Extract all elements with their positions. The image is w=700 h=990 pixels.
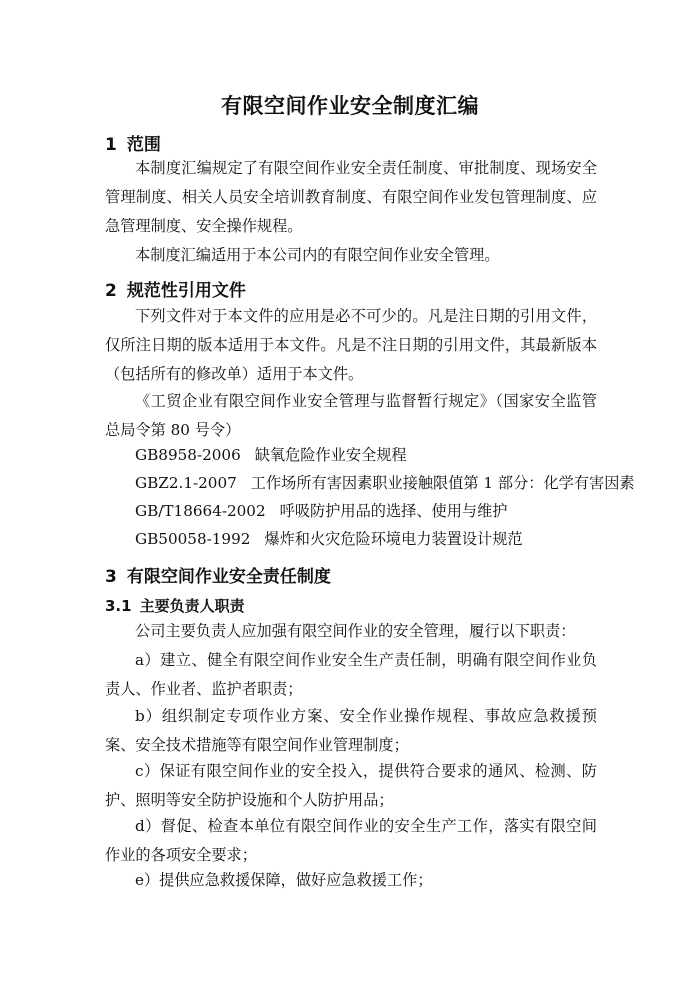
section-title: 规范性引用文件 xyxy=(126,281,246,301)
duty-item-a: a）建立、健全有限空间作业安全生产责任制，明确有限空间作业负责人、作业者、监护者职责； xyxy=(105,651,597,698)
standard-name: 呼吸防护用品的选择、使用与维护 xyxy=(279,502,508,520)
standard-code: GB/T18664-2002 xyxy=(135,502,266,520)
duty-item-d: d）督促、检查本单位有限空间作业的安全生产工作，落实有限空间作业的各项安全要求； xyxy=(105,817,597,864)
subsection-3-1-heading xyxy=(105,595,245,616)
standard-code: GB8958-2006 xyxy=(135,446,241,464)
standard-reference xyxy=(135,525,523,554)
section-2-heading xyxy=(105,276,246,301)
paragraph: 本制度汇编规定了有限空间作业安全责任制度、审批制度、现场安全管理制度、相关人员安全培训教育制度、有限空间作业发包管理制度、应急管理制度、安全操作规程。 xyxy=(105,159,597,235)
standard-reference xyxy=(135,497,507,526)
section-number: 1 xyxy=(105,135,117,155)
duty-item-c: c）保证有限空间作业的安全投入，提供符合要求的通风、检测、防护、照明等安全防护设施和个人防护用品； xyxy=(105,762,597,809)
paragraph: 《工贸企业有限空间作业安全管理与监督暂行规定》（国家安全监管总局令第 80 号令） xyxy=(105,392,597,439)
section-title: 范围 xyxy=(126,135,161,155)
document-title: 有限空间作业安全制度汇编 xyxy=(221,94,479,118)
section-3-heading xyxy=(105,562,331,587)
standard-reference xyxy=(135,469,635,498)
section-1-heading xyxy=(105,130,161,155)
standard-name: 工作场所有害因素职业接触限值第 1 部分：化学有害因素 xyxy=(250,474,635,492)
section-title: 有限空间作业安全责任制度 xyxy=(126,567,331,587)
paragraph: 公司主要负责人应加强有限空间作业的安全管理，履行以下职责： xyxy=(135,622,576,640)
standard-name: 爆炸和火灾危险环境电力装置设计规范 xyxy=(264,530,523,548)
paragraph: 下列文件对于本文件的应用是必不可少的。凡是注日期的引用文件，仅所注日期的版本适用于本文件。凡是不注日期的引用文件，其最新版本（包括所有的修改单）适用于本文件。 xyxy=(105,307,597,383)
standard-code: GBZ2.1-2007 xyxy=(135,474,237,492)
paragraph: 本制度汇编适用于本公司内的有限空间作业安全管理。 xyxy=(135,246,500,264)
standard-reference xyxy=(135,441,407,470)
duty-item-e: e）提供应急救援保障，做好应急救援工作； xyxy=(135,871,433,889)
standard-code: GB50058-1992 xyxy=(135,530,251,548)
section-number: 2 xyxy=(105,281,117,301)
duty-item-b: b）组织制定专项作业方案、安全作业操作规程、事故应急救援预案、安全技术措施等有限空间作业管理制度； xyxy=(105,707,597,754)
standard-name: 缺氧危险作业安全规程 xyxy=(254,446,407,464)
subsection-number: 3.1 xyxy=(105,597,132,615)
subsection-title: 主要负责人职责 xyxy=(139,597,245,615)
section-number: 3 xyxy=(105,567,117,587)
